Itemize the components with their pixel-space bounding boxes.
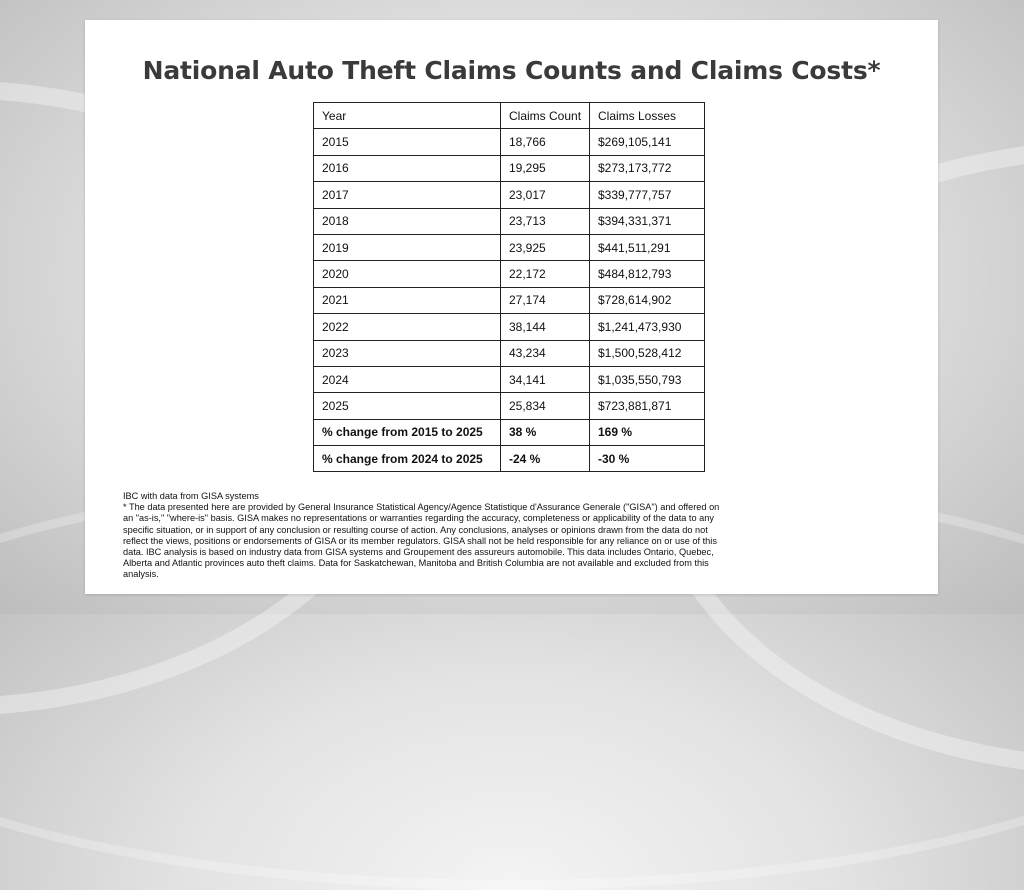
table-row bbox=[314, 340, 705, 366]
summary-losses-change: -30 % bbox=[590, 446, 705, 472]
cell-claims-losses: $339,777,757 bbox=[590, 182, 705, 208]
cell-claims-count: 38,144 bbox=[501, 314, 590, 340]
table-row bbox=[314, 393, 705, 419]
cell-year: 2021 bbox=[314, 287, 501, 313]
claims-table bbox=[313, 102, 705, 472]
table-row bbox=[314, 234, 705, 260]
cell-claims-losses: $728,614,902 bbox=[590, 287, 705, 313]
cell-claims-losses: $1,035,550,793 bbox=[590, 366, 705, 392]
table-row bbox=[314, 129, 705, 155]
cell-claims-count: 34,141 bbox=[501, 366, 590, 392]
header-year: Year bbox=[314, 103, 501, 129]
table-header-row bbox=[314, 103, 705, 129]
table-row bbox=[314, 155, 705, 181]
cell-claims-count: 23,925 bbox=[501, 234, 590, 260]
cell-year: 2018 bbox=[314, 208, 501, 234]
cell-claims-losses: $723,881,871 bbox=[590, 393, 705, 419]
cell-year: 2025 bbox=[314, 393, 501, 419]
cell-year: 2015 bbox=[314, 129, 501, 155]
cell-claims-count: 18,766 bbox=[501, 129, 590, 155]
footnote-source: IBC with data from GISA systems bbox=[123, 491, 259, 501]
cell-claims-count: 27,174 bbox=[501, 287, 590, 313]
table-row bbox=[314, 287, 705, 313]
cell-claims-count: 43,234 bbox=[501, 340, 590, 366]
cell-year: 2023 bbox=[314, 340, 501, 366]
document-card bbox=[85, 20, 938, 594]
table-row bbox=[314, 208, 705, 234]
footnote bbox=[123, 491, 728, 581]
table-row bbox=[314, 314, 705, 340]
cell-year: 2024 bbox=[314, 366, 501, 392]
cell-claims-losses: $441,511,291 bbox=[590, 234, 705, 260]
summary-label: % change from 2024 to 2025 bbox=[314, 446, 501, 472]
cell-claims-losses: $269,105,141 bbox=[590, 129, 705, 155]
header-claims-count: Claims Count bbox=[501, 103, 590, 129]
table-row bbox=[314, 182, 705, 208]
page-title: National Auto Theft Claims Counts and Claims Costs* bbox=[142, 56, 881, 85]
cell-claims-count: 25,834 bbox=[501, 393, 590, 419]
cell-claims-losses: $1,500,528,412 bbox=[590, 340, 705, 366]
summary-label: % change from 2015 to 2025 bbox=[314, 419, 501, 445]
cell-claims-count: 23,017 bbox=[501, 182, 590, 208]
summary-count-change: 38 % bbox=[501, 419, 590, 445]
cell-year: 2020 bbox=[314, 261, 501, 287]
cell-claims-count: 22,172 bbox=[501, 261, 590, 287]
table-row bbox=[314, 366, 705, 392]
summary-losses-change: 169 % bbox=[590, 419, 705, 445]
summary-count-change: -24 % bbox=[501, 446, 590, 472]
cell-claims-losses: $394,331,371 bbox=[590, 208, 705, 234]
cell-year: 2017 bbox=[314, 182, 501, 208]
summary-row-2015-2025 bbox=[314, 419, 705, 445]
footnote-disclaimer: * The data presented here are provided by General Insurance Statistical Agency/Agence Statistique d'Assurance Generale ("GISA") and offered on an "as-is," "where-is" basis. GISA makes no representations or warranties regarding the accuracy, completeness or applicability of the data to any specific situation, or in support of any conclusion or resulting course of action. Any conclusions, analyses or opinions drawn from the data do not reflect the views, positions or endorsements of GISA or its member regulators. GISA shall not be held responsible for any reliance on or use of this data. IBC analysis is based on industry data from GISA systems and Groupement des assureurs automobile. This data includes Ontario, Quebec, Alberta and Atlantic provinces auto theft claims. Data for Saskatchewan, Manitoba and British Columbia are not available and excluded from this analysis. bbox=[123, 502, 720, 580]
cell-year: 2022 bbox=[314, 314, 501, 340]
cell-year: 2016 bbox=[314, 155, 501, 181]
header-claims-losses: Claims Losses bbox=[590, 103, 705, 129]
cell-year: 2019 bbox=[314, 234, 501, 260]
cell-claims-losses: $273,173,772 bbox=[590, 155, 705, 181]
cell-claims-count: 19,295 bbox=[501, 155, 590, 181]
cell-claims-losses: $1,241,473,930 bbox=[590, 314, 705, 340]
summary-row-2024-2025 bbox=[314, 446, 705, 472]
cell-claims-count: 23,713 bbox=[501, 208, 590, 234]
cell-claims-losses: $484,812,793 bbox=[590, 261, 705, 287]
table-row bbox=[314, 261, 705, 287]
